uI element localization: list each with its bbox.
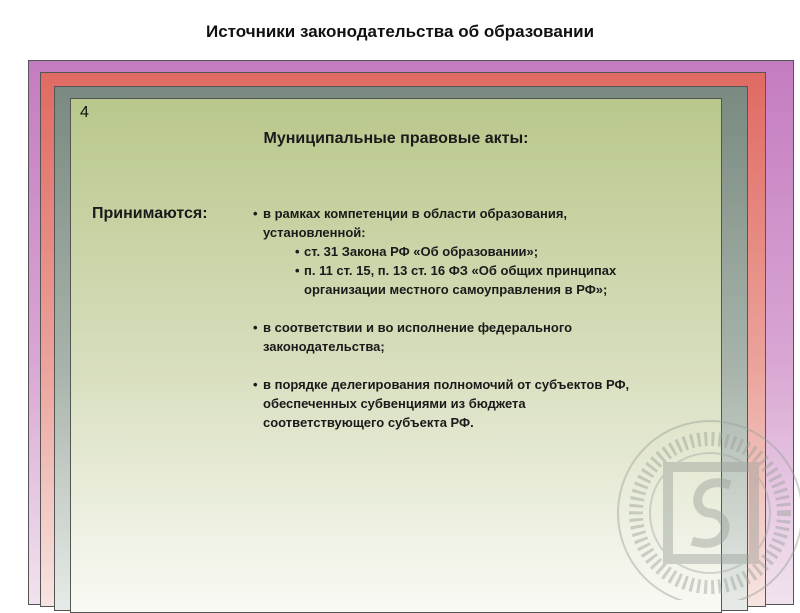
bullet-line: законодательства;	[263, 339, 385, 354]
sub-bullet-line: • ст. 31 Закона РФ «Об образовании»;	[304, 244, 539, 259]
slide-number: 4	[80, 104, 89, 121]
bullet-line: • в соответствии и во исполнение федерального	[263, 320, 573, 335]
bullet-line: обеспеченных субвенциями из бюджета	[263, 396, 526, 411]
seal-emblem-icon	[600, 395, 800, 600]
bullet-item	[250, 204, 718, 242]
sub-bullet-item	[250, 261, 718, 299]
bullet-line: установленной:	[263, 225, 366, 240]
sub-bullet-item	[250, 242, 718, 261]
bullet-line: • в порядке делегирования полномочий от субъектов РФ,	[263, 377, 630, 392]
bullet-item	[250, 318, 718, 356]
page-title: Источники законодательства об образовании	[205, 22, 595, 41]
side-label: Принимаются:	[92, 205, 208, 222]
bullet-line: соответствующего субъекта РФ.	[263, 415, 474, 430]
sub-bullet-line: организации местного самоуправления в РФ»;	[304, 282, 608, 297]
slide-heading: Муниципальные правовые акты:	[263, 130, 529, 147]
sub-bullet-line: • п. 11 ст. 15, п. 13 ст. 16 ФЗ «Об общих принципах	[304, 263, 617, 278]
bullet-line: • в рамках компетенции в области образования,	[263, 206, 568, 221]
